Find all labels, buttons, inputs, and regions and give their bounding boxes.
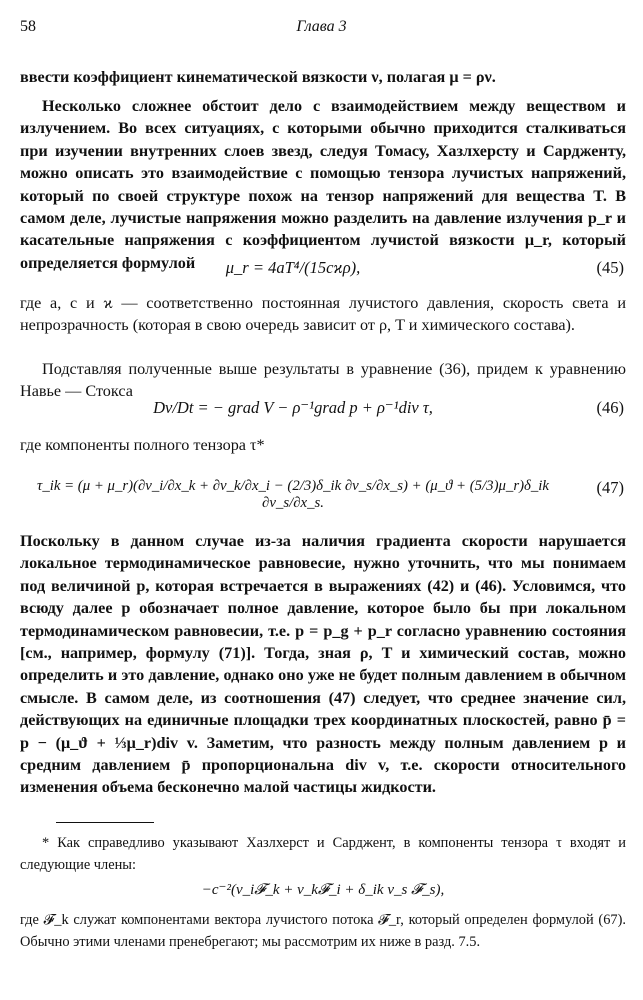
paragraph-continuation: ввести коэффициент кинематической вязкости ν, полагая μ = ρν. — [20, 68, 496, 86]
equation-45-number: (45) — [596, 258, 624, 277]
page-number: 58 — [20, 18, 36, 35]
equation-46-number: (46) — [596, 398, 624, 417]
paragraph-tensor-intro: где компоненты полного тензора τ* — [20, 436, 265, 454]
footnote-equation-body: −c⁻²(v_i𝓕_k + v_k𝓕_i + δ_ik v_s 𝓕_s), — [201, 882, 445, 898]
footnote-continuation: где 𝓕_k служат компонентами вектора лучистого потока 𝓕_r, который определен формулой (67). Обычно этими членами пренебрегают; мы рассмотрим их ниже в разд. 7.5. — [20, 912, 626, 950]
equation-45-body: μ_r = 4aT⁴/(15cϰρ), — [225, 258, 361, 277]
footnote-equation — [20, 880, 626, 910]
paragraph-pressure: Поскольку в данном случае из-за наличия градиента скорости нарушается локальное термодинамическое равновесие, нужно уточнить, что мы понимаем под величиной p, которая встречается в выражениях (42) и (46). Условимся, что всюду далее p обозначает полное давление, которое было бы при локальном термодинамическом равновесии, т.е. p = p_g + p_r согласно уравнению состояния [см., например, формулу (71)]. Тогда, зная ρ, T и химический состав, можно определить и это давление, однако оно уже не будет полным давлением в обычном смысле. В самом деле, из соотношения (47) следует, что среднее значение сил, действующих на единичные площадки трех координатных плоскостей, равно p̄ = p − (μ_ϑ + ⅓μ_r)div v. Заметим, что разность между полным давлением p и средним давлением p̄ пропорциональна div v, т.е. скорости относительного изменения объема бесконечно малой частицы жидкости. — [20, 532, 626, 797]
running-header: Глава 3 — [296, 18, 347, 35]
equation-47-number: (47) — [596, 478, 624, 497]
footnote-separator — [56, 822, 154, 823]
equation-46-body: Dv/Dt = − grad V − ρ⁻¹grad p + ρ⁻¹div τ, — [153, 398, 433, 417]
paragraph-radiation: Несколько сложнее обстоит дело с взаимодействием между веществом и излучением. Во всех ситуациях, с которыми обычно приходится сталкиваться при изучении внутренних слоев звезд, следуя Томасу, Хазлхерсту и Сардженту, можно описать это взаимодействие с помощью тензора лучистых напряжений, который по своей структуре похож на тензор напряжений для вещества T. В самом деле, лучистые напряжения можно разделить на давление излучения p_r и касательные напряжения с коэффициентом лучистой вязкости μ_r, который определяется формулой — [20, 97, 626, 272]
paragraph-constants: где a, c и ϰ — соответственно постоянная лучистого давления, скорость света и непрозрачность (которая в свою очередь зависит от ρ, T и химического состава). — [20, 294, 626, 335]
equation-47-body: τ_ik = (μ + μ_r)(∂v_i/∂x_k + ∂v_k/∂x_i − (2/3)δ_ik ∂v_s/∂x_s) + (μ_ϑ + (5/3)μ_r)δ_ik ∂v_s/∂x_s. — [37, 478, 549, 511]
equation-46 — [20, 398, 626, 438]
equation-47 — [20, 468, 626, 518]
footnote-text: * Как справедливо указывают Хазлхерст и Сарджент, в компоненты тензора τ входят и следующие члены: — [20, 835, 626, 873]
paragraph-navier-stokes: Подставляя полученные выше результаты в уравнение (36), придем к уравнению Навье — Стокса — [20, 360, 626, 401]
